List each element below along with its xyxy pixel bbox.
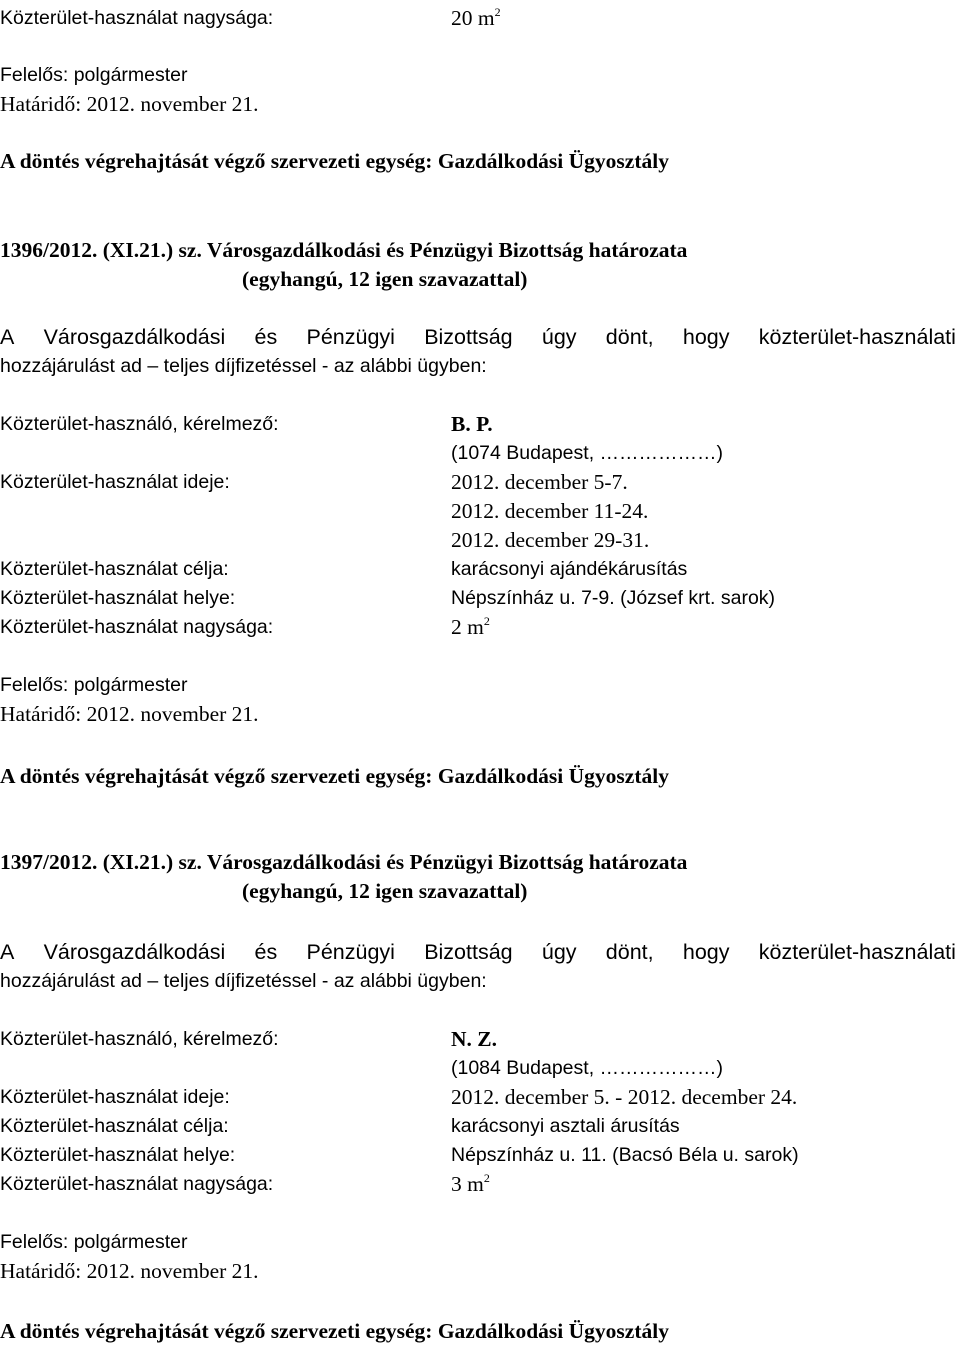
- applicant-row: [0, 410, 493, 438]
- place-label: Közterület-használat helye:: [0, 1144, 236, 1166]
- executor-line: A döntés végrehajtását végző szervezeti egység: Gazdálkodási Ügyosztály: [0, 1319, 669, 1343]
- intro-word: Városgazdálkodási: [43, 940, 226, 964]
- decision-title: [0, 848, 687, 876]
- deadline-line: Határidő: 2012. november 21.: [0, 1259, 259, 1283]
- applicant-row: [0, 1025, 497, 1053]
- intro-word: közterület-használati: [758, 325, 956, 349]
- size-row: [0, 4, 501, 32]
- intro-line-2: hozzájárulást ad – teljes díjfizetéssel - az alábbi ügyben:: [0, 355, 487, 377]
- applicant-address: (1084 Budapest, ………………): [451, 1057, 724, 1079]
- time-value: 2012. december 29-31.: [451, 528, 650, 552]
- applicant-address: (1074 Budapest, ………………): [451, 442, 724, 464]
- purpose-value: karácsonyi asztali árusítás: [451, 1115, 680, 1137]
- purpose-row: [0, 1112, 680, 1140]
- deadline-line: Határidő: 2012. november 21.: [0, 702, 259, 726]
- vote-line: (egyhangú, 12 igen szavazattal): [242, 879, 528, 903]
- responsible-line: Felelős: polgármester: [0, 64, 188, 86]
- purpose-row: [0, 555, 688, 583]
- deadline-line: Határidő: 2012. november 21.: [0, 92, 259, 116]
- time-row: [0, 1083, 798, 1111]
- size-row: [0, 1170, 490, 1198]
- decision-number: 1397/2012. (XI.21.) sz.: [0, 850, 202, 874]
- size-label: Közterület-használat nagysága:: [0, 1173, 274, 1195]
- executor-line: A döntés végrehajtását végző szervezeti egység: Gazdálkodási Ügyosztály: [0, 149, 669, 173]
- intro-word: A: [0, 940, 15, 964]
- size-value: 3 $m^2$: [451, 1171, 490, 1196]
- applicant-label: Közterület-használó, kérelmező:: [0, 413, 279, 435]
- intro-word: közterület-használati: [758, 940, 956, 964]
- intro-word: Bizottság: [424, 940, 513, 964]
- time-value: 2012. december 5. - 2012. december 24.: [451, 1085, 798, 1109]
- intro-line-1: [0, 938, 956, 966]
- intro-word: hogy: [682, 325, 730, 349]
- size-value: 2 $m^2$: [451, 614, 490, 639]
- time-value: 2012. december 5-7.: [451, 470, 628, 494]
- intro-word: hogy: [682, 940, 730, 964]
- place-label: Közterület-használat helye:: [0, 587, 236, 609]
- place-value: Népszínház u. 7-9. (József krt. sarok): [451, 587, 776, 609]
- intro-word: Pénzügyi: [306, 325, 395, 349]
- purpose-label: Közterület-használat célja:: [0, 558, 229, 580]
- time-label: Közterület-használat ideje:: [0, 471, 230, 493]
- size-label: Közterület-használat nagysága:: [0, 616, 274, 638]
- vote-line: (egyhangú, 12 igen szavazattal): [242, 267, 528, 291]
- place-row: [0, 584, 776, 612]
- intro-word: Városgazdálkodási: [43, 325, 226, 349]
- size-label: Közterület-használat nagysága:: [0, 7, 274, 29]
- decision-title: 1396/2012. (XI.21.) sz. Városgazdálkodási és Pénzügyi Bizottság határozata: [0, 238, 688, 262]
- place-value: Népszínház u. 11. (Bacsó Béla u. sarok): [451, 1144, 799, 1166]
- intro-word: úgy: [541, 325, 577, 349]
- applicant-value: N. Z.: [451, 1027, 497, 1051]
- intro-word: Bizottság: [424, 325, 513, 349]
- intro-word: A: [0, 325, 15, 349]
- intro-word: dönt,: [605, 940, 654, 964]
- intro-line-2: hozzájárulást ad – teljes díjfizetéssel - az alábbi ügyben:: [0, 970, 487, 992]
- responsible-line: Felelős: polgármester: [0, 674, 188, 696]
- intro-line-1: [0, 323, 956, 351]
- place-row: [0, 1141, 799, 1169]
- executor-line: A döntés végrehajtását végző szervezeti egység: Gazdálkodási Ügyosztály: [0, 764, 669, 788]
- responsible-line: Felelős: polgármester: [0, 1231, 188, 1253]
- applicant-label: Közterület-használó, kérelmező:: [0, 1028, 279, 1050]
- applicant-value: B. P.: [451, 412, 493, 436]
- size-row: [0, 613, 490, 641]
- intro-word: dönt,: [605, 325, 654, 349]
- intro-word: és: [254, 940, 278, 964]
- decision-title-rest: Városgazdálkodási és Pénzügyi Bizottság határozata: [206, 850, 688, 874]
- size-value: 20 $m^2$: [451, 5, 501, 30]
- intro-word: Pénzügyi: [306, 940, 395, 964]
- intro-word: és: [254, 325, 278, 349]
- time-value: 2012. december 11-24.: [451, 499, 649, 523]
- purpose-value: karácsonyi ajándékárusítás: [451, 558, 688, 580]
- intro-word: úgy: [541, 940, 577, 964]
- time-label: Közterület-használat ideje:: [0, 1086, 230, 1108]
- purpose-label: Közterület-használat célja:: [0, 1115, 229, 1137]
- time-row: [0, 468, 628, 496]
